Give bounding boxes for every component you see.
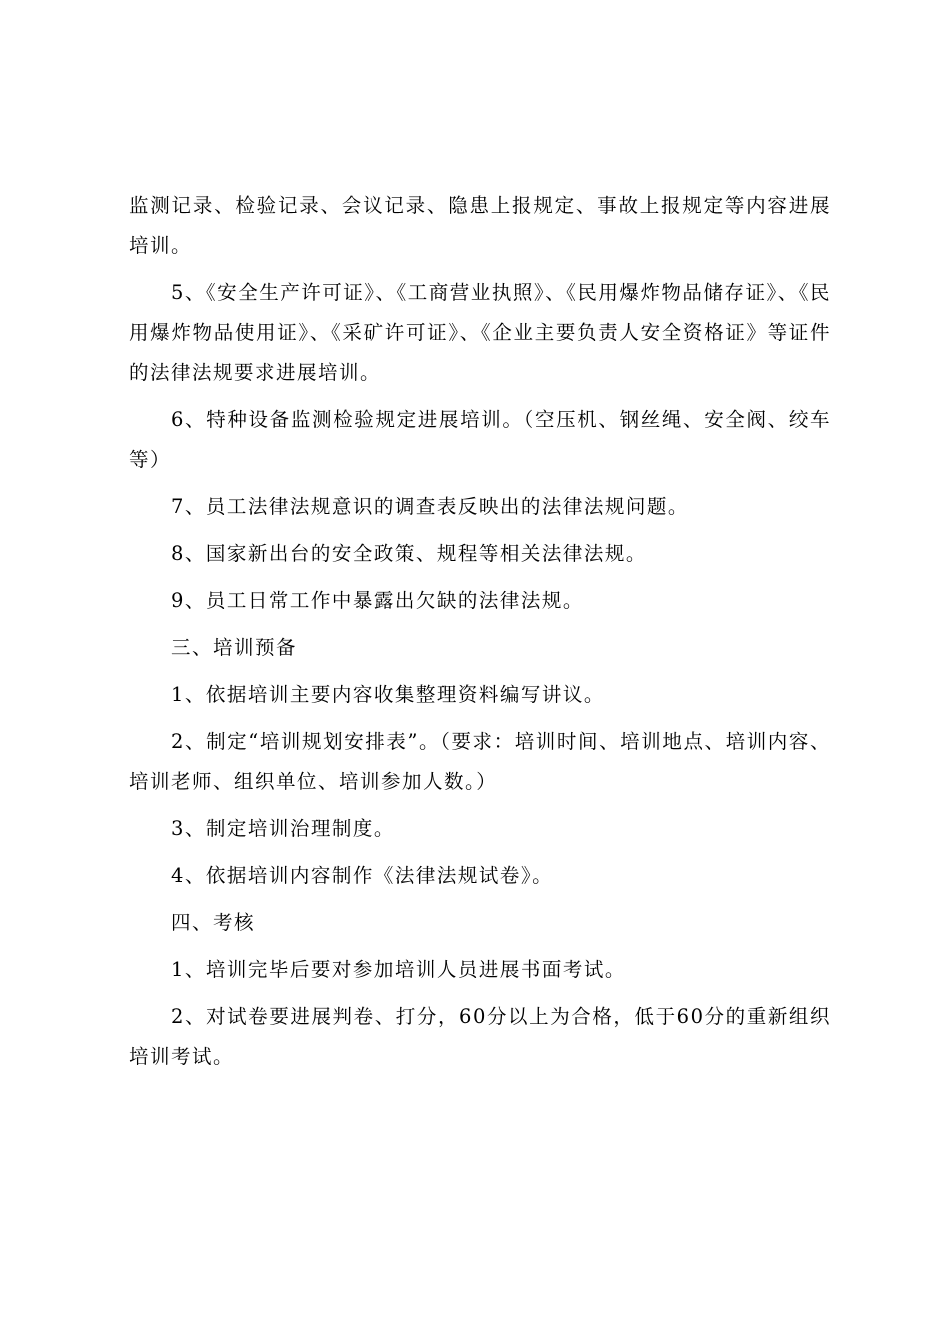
paragraph-item-6: 6、特种设备监测检验规定进展培训。（空压机、钢丝绳、安全阀、绞车等） (129, 408, 831, 471)
paragraph-prep-2: 2、制定“培训规划安排表”。（要求：培训时间、培训地点、培训内容、培训老师、组织单位、培训参加人数。） (129, 730, 831, 793)
paragraph-assess-1: 1、培训完毕后要对参加培训人员进展书面考试。 (171, 958, 626, 981)
paragraph-prep-1: 1、依据培训主要内容收集整理资料编写讲议。 (171, 683, 605, 706)
document-body (129, 186, 831, 1084)
paragraph-item-5: 5、《安全生产许可证》、《工商营业执照》、《民用爆炸物品储存证》、《民用爆炸物品使用证》、《采矿许可证》、《企业主要负责人安全资格证》等证件的法律法规要求进展培训。 (129, 281, 831, 384)
paragraph-prep-3: 3、制定培训治理制度。 (171, 817, 395, 840)
section-heading-training-preparation: 三、培训预备 (171, 636, 298, 659)
paragraph-item-8: 8、国家新出台的安全政策、规程等相关法律法规。 (171, 542, 647, 565)
paragraph-prep-4: 4、依据培训内容制作《法律法规试卷》。 (171, 864, 554, 887)
paragraph-item-7: 7、员工法律法规意识的调查表反映出的法律法规问题。 (171, 495, 689, 518)
paragraph-item-9: 9、员工日常工作中暴露出欠缺的法律法规。 (171, 589, 584, 612)
paragraph-assess-2: 2、对试卷要进展判卷、打分，60分以上为合格，低于60分的重新组织培训考试。 (129, 1005, 831, 1068)
paragraph-continuation: 监测记录、检验记录、会议记录、隐患上报规定、事故上报规定等内容进展培训。 (129, 194, 831, 257)
section-heading-assessment: 四、考核 (171, 911, 256, 934)
